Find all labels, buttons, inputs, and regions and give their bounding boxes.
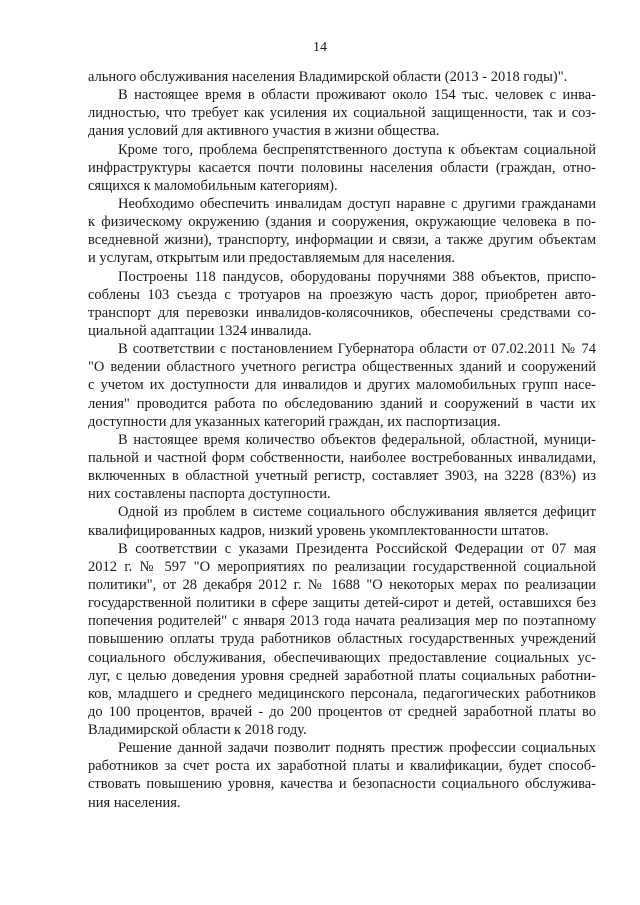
text-line: соблены 103 съезда с тротуаров на проезжую часть дорог, приобретен авто- bbox=[88, 286, 596, 303]
text-line: ления" проводится работа по обследованию зданий и сооружений в части их bbox=[88, 395, 596, 412]
text-line: луг, с целью доведения уровня средней заработной платы социальных работни- bbox=[88, 667, 596, 684]
text-line: ков, младшего и среднего медицинского персонала, педагогических работников bbox=[88, 685, 596, 702]
text-line: В настоящее время в области проживают около 154 тыс. человек с инва- bbox=[118, 87, 596, 104]
text-line: них составлены паспорта доступности. bbox=[88, 486, 331, 503]
text-line: Необходимо обеспечить инвалидам доступ наравне с другими гражданами bbox=[118, 195, 596, 212]
text-line: ния населения. bbox=[88, 794, 181, 811]
text-line: социального обслуживания, обеспечивающих предоставление социальных ус- bbox=[88, 649, 596, 666]
text-line: пальной и частной форм собственности, наиболее востребованных инвалидами, bbox=[88, 449, 596, 466]
text-line: к физическому окружению (здания и сооружения, окружающие человека в по- bbox=[88, 214, 596, 231]
text-line: повышению оплаты труда работников областных государственных учреждений bbox=[88, 631, 596, 648]
text-line: вседневной жизни), транспорту, информации и связи, а также другим объектам bbox=[88, 232, 596, 249]
text-line: и услугам, открытым или предоставляемым для населения. bbox=[88, 250, 456, 267]
text-line: Решение данной задачи позволит поднять престиж профессии социальных bbox=[118, 740, 596, 757]
text-line: циальной адаптации 1324 инвалида. bbox=[88, 322, 312, 339]
text-line: транспорт для перевозки инвалидов-колясочников, обеспечены средствами со- bbox=[88, 304, 596, 321]
text-line: Построены 118 пандусов, оборудованы поручнями 388 объектов, приспо- bbox=[118, 268, 596, 285]
text-line: В соответствии с постановлением Губернатора области от 07.02.2011 № 74 bbox=[118, 341, 596, 358]
text-line: В соответствии с указами Президента Российской Федерации от 07 мая bbox=[118, 540, 596, 557]
text-line: до 100 процентов, врачей - до 200 процентов от средней заработной платы во bbox=[88, 703, 596, 720]
text-line: ального обслуживания населения Владимирской области (2013 - 2018 годы)". bbox=[88, 69, 568, 85]
text-line: государственной политики в сфере защиты детей-сирот и детей, оставшихся без bbox=[88, 595, 596, 612]
text-line: ствовать повышению уровня, качества и безопасности социального обслужива- bbox=[88, 776, 596, 793]
document-body bbox=[88, 68, 596, 812]
text-line: Владимирской области к 2018 году. bbox=[88, 722, 307, 739]
text-line: "О ведении областного учетного регистра общественных зданий и сооружений bbox=[88, 359, 596, 376]
text-line: лидностью, что требует как усиления их социальной защищенности, так и соз- bbox=[88, 105, 596, 122]
text-line: политики", от 28 декабря 2012 г. № 1688 "О некоторых мерах по реализации bbox=[88, 576, 596, 593]
text-line: инфраструктуры касается почти половины населения области (граждан, отно- bbox=[88, 159, 596, 176]
text-line: доступности для указанных категорий граждан, их паспортизация. bbox=[88, 413, 501, 430]
page-number: 14 bbox=[313, 40, 327, 55]
text-line: включенных в областной учетный регистр, составляет 3903, на 3228 (83%) из bbox=[88, 468, 596, 485]
text-line: Одной из проблем в системе социального обслуживания является дефицит bbox=[118, 504, 596, 521]
text-line: В настоящее время количество объектов федеральной, областной, муници- bbox=[118, 431, 596, 448]
text-line: квалифицированных кадров, низкий уровень укомплектованности штатов. bbox=[88, 522, 549, 539]
text-line: Кроме того, проблема беспрепятственного доступа к объектам социальной bbox=[118, 141, 596, 158]
text-line: с учетом их доступности для инвалидов и других маломобильных групп насе- bbox=[88, 377, 596, 394]
text-line: попечения родителей" с января 2013 года начата реализация мер по поэтапному bbox=[88, 613, 596, 630]
text-line: дания условий для активного участия в жизни общества. bbox=[88, 123, 440, 140]
text-line: 2012 г. № 597 "О мероприятиях по реализации государственной социальной bbox=[88, 558, 596, 575]
text-line: сящихся к маломобильным категориям). bbox=[88, 177, 338, 194]
text-line: работников за счет роста их заработной платы и квалификации, будет способ- bbox=[88, 758, 596, 775]
